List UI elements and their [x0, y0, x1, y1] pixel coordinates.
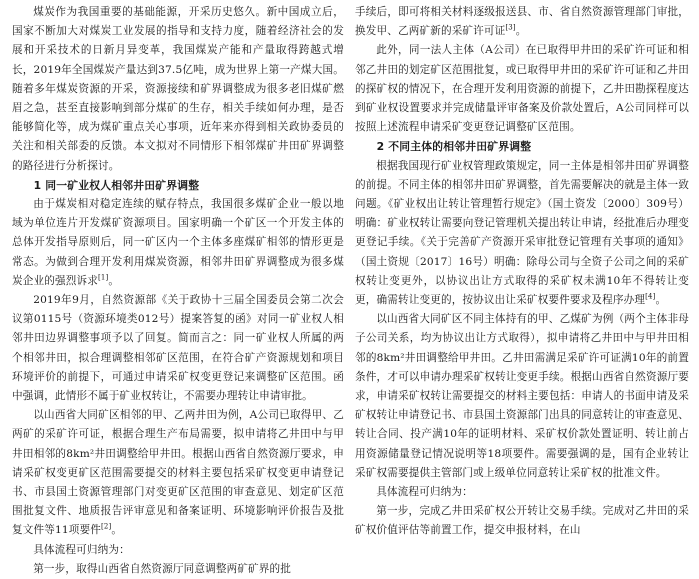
paragraph-end: 。 — [111, 524, 123, 537]
paragraph-text: 由于煤炭相对稳定连续的赋存特点，我国很多煤矿企业一般以地域为单位连片开发煤矿资源项目。国家明确一个矿区一个开发主体的总体开发指导原则后，同一矿区内一个主体多座煤矿相邻的情形更是常态。为做到合理开发利用煤炭资源，相邻井田矿界调整成为很多煤炭企业的强烈诉求 — [12, 198, 344, 287]
paragraph-end: 。 — [655, 294, 667, 307]
paragraph-end: 。 — [108, 274, 120, 287]
citation-ref: [4] — [645, 292, 656, 301]
section-1-heading: 1 同一矿业权人相邻井田矿界调整 — [33, 178, 200, 192]
citation-ref: [1] — [97, 273, 109, 282]
paragraph-end: 。 — [515, 25, 527, 38]
left-column — [12, 3, 344, 579]
citation-ref: [3] — [505, 23, 516, 32]
section-2-heading: 2 不同主体的相邻井田矿界调整 — [376, 140, 532, 154]
right-column — [355, 3, 689, 541]
section-1-paragraph-1 — [12, 195, 344, 291]
continued-paragraph — [355, 3, 689, 41]
section-1-paragraph-3 — [12, 406, 344, 540]
section-2-paragraph-1 — [355, 157, 689, 311]
citation-ref: [2] — [101, 522, 112, 531]
section-2-paragraph-4: 第一步，完成乙井田采矿权公开转让交易手续。完成对乙井田的采矿权价值评估等前置工作，提交申报材料，在山 — [355, 505, 689, 537]
section-1-paragraph-5: 第一步，取得山西省自然资源厅同意调整两矿矿界的批 — [33, 562, 292, 575]
paragraph-text: 手续后，即可将相关材料逐级报送县、市、省自然资源管理部门审批，换发甲、乙两矿新的采矿许可证 — [355, 6, 689, 38]
intro-paragraph: 煤炭作为我国重要的基础能源，开采历史悠久。新中国成立后，国家不断加大对煤炭工业发展的指导和支持力度，随着经济社会的发展和开采技术的日新月异变革，我国煤炭产能和产量取得跨越式增长，2019年全国煤炭产量达到37.5亿吨，成为世界上第一产煤大国。随着多年煤炭资源的开采，资源接续和矿界调整成为很多老旧煤矿燃眉之急，甚至直接影响到部分煤矿的生存，相关手续如何办理，是否能够简化等，成为煤矿重点关心事项，近年来亦得到相关政协委员的关注和相关部委的反馈。本文拟对不同情形下相邻煤矿井田矿界调整的路径进行分析探讨。 — [12, 6, 344, 172]
section-1-paragraph-4: 具体流程可归纳为： — [33, 543, 130, 556]
section-1-paragraph-6: 此外，同一法人主体（A公司）在已取得甲井田的采矿许可证和相邻乙井田的划定矿区范围批复，或已取得甲井田的采矿许可证和乙井田的探矿权的情况下，在合理开发利用资源的前提下，乙井田勘探程度达到矿业权设置要求并完成储量评审备案及价款处置后，A公司同样可以按照上述流程申请采矿变更登记调整矿区范围。 — [355, 44, 689, 134]
section-1-paragraph-2: 2019年9月，自然资源部《关于政协十三届全国委员会第二次会议第0115号（资源环境类012号）提案答复的函》对同一矿业权人相邻井田边界调整事项予以了回复。简而言之：同一矿业权人所属的两个相邻井田，拟合理调整相邻矿区范围，在符合矿产资源规划和项目环境评价的前提下，可通过申请采矿权变更登记来调整矿区范围。函中强调，此情形不属于矿业权转让，不需要办理转让申请审批。 — [12, 294, 344, 403]
section-2-paragraph-2: 以山西省大同矿区不同主体持有的甲、乙煤矿为例（两个主体非母子公司关系，均为协议出让方式取得），拟申请将乙井田中与甲井田相邻的8km²井田调整给甲井田。乙井田需满足采矿许可证满10年的前置条件，才可以申请办理采矿权转让变更手续。根据山西省自然资源厅要求，申请采矿权转让需要提交的材料主要包括：申请人的书面申请及采矿权转让申请登记书、市县国土资源部门出具的同意转让的审查意见、转让合同、投产满10年的证明材料、采矿权价款处置证明、转让前占用资源储量登记情况说明等18项要件。需要强调的是，国有企业转让采矿权需要提供主管部门或上级单位同意转让采矿权的批准文件。 — [355, 313, 689, 479]
paragraph-text: 根据我国现行矿业权管理政策规定，同一主体是相邻井田矿界调整的前提。不同主体的相邻井田矿界调整，首先需要解决的就是主体一致问题。《矿业权出让转让管理暂行规定》（国土资发〔2000〕309号）明确：矿业权转让需要向登记管理机关提出转让申请，经批准后办理变更登记手续。《关于完善矿产资源开采审批登记管理有关事项的通知》（国土资规〔2017〕16号）明确：除母公司与全资子公司之间的采矿权转让变更外，以协议出让方式取得的采矿权未满10年不得转让变更，确需转让变更的，按协议出让采矿权要件要求及程序办理 — [355, 159, 689, 307]
paragraph-text: 以山西省大同矿区相邻的甲、乙两井田为例，A公司已取得甲、乙两矿的采矿许可证，根据合理生产布局需要，拟申请将乙井田中与甲井田相邻的8km²井田调整给甲井田。根据山西省自然资源厅要求，申请采矿权变更矿区范围需要提交的材料主要包括采矿权变更申请登记书、市县国土资源管理部门对变更矿区范围的审查意见、划定矿区范围批复文件、地质报告评审意见和备案证明、环境影响评价报告及批复文件等11项要件 — [12, 409, 344, 537]
section-2-paragraph-3: 具体流程可归纳为： — [376, 486, 473, 499]
